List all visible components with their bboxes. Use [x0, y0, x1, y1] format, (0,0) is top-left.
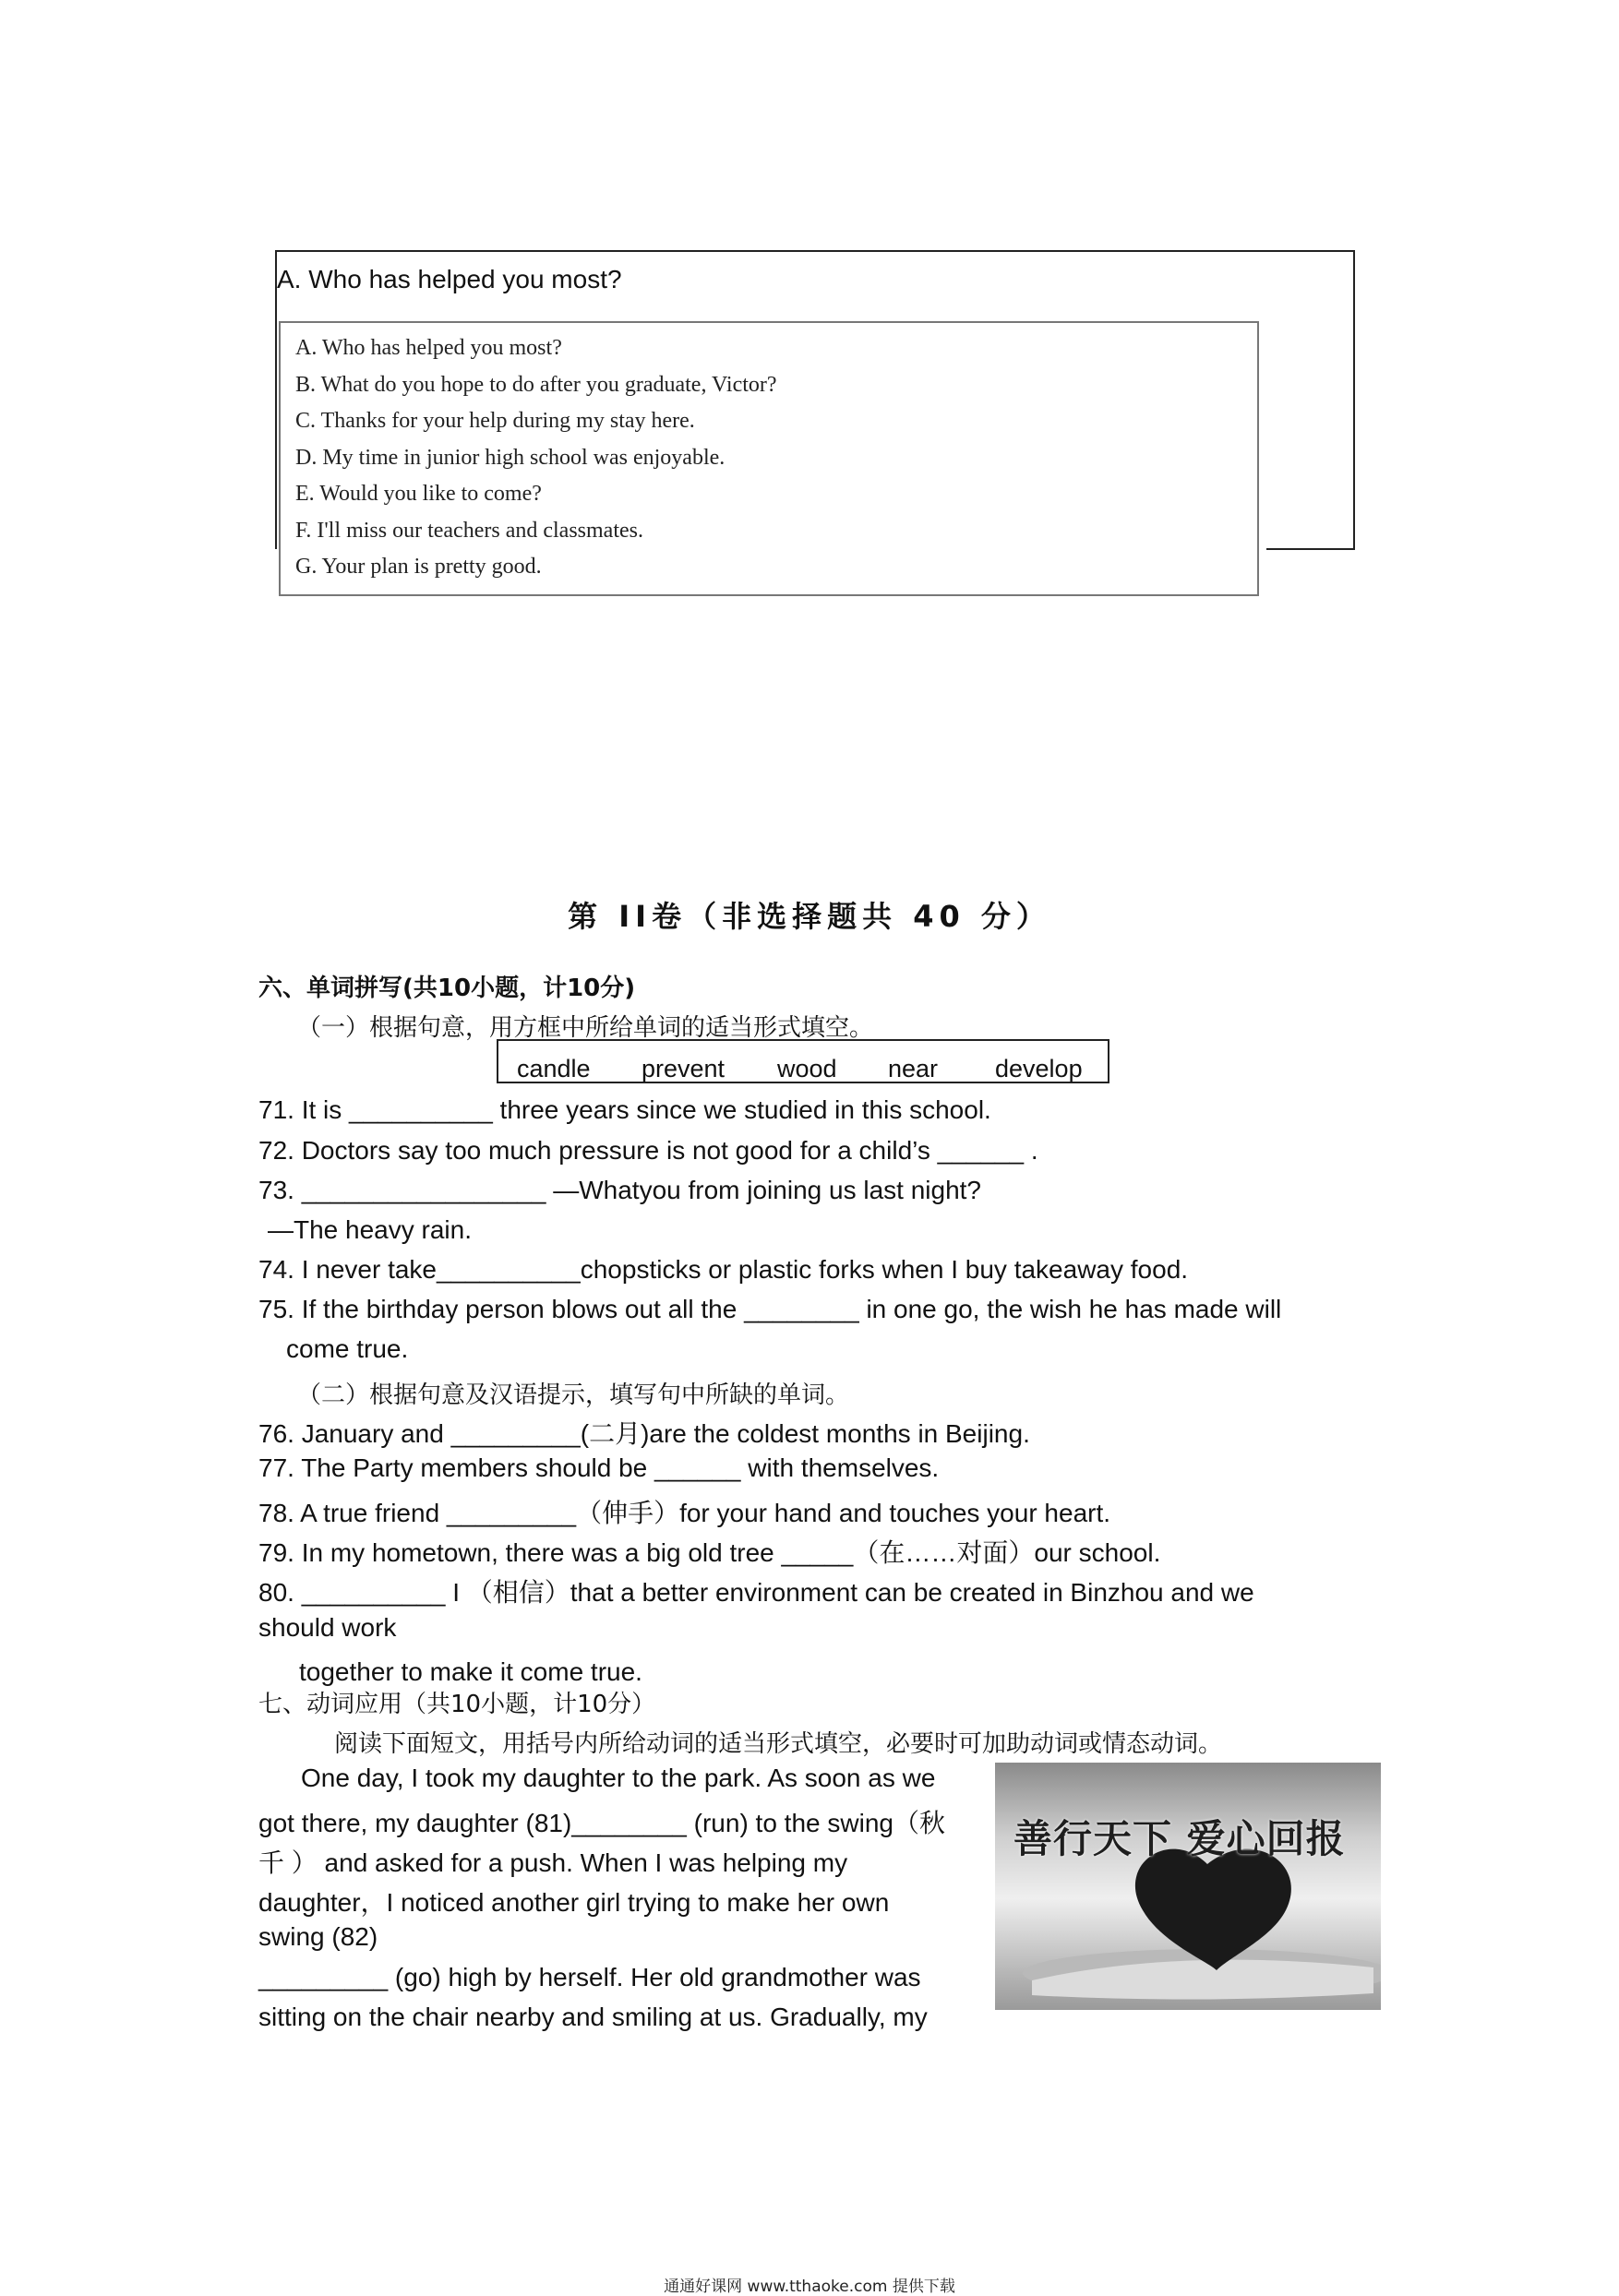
passage-line: got there, my daughter (81)________ (run) to the swing（秋: [258, 1809, 945, 1837]
option-f: F. I'll miss our teachers and classmates.: [295, 519, 643, 543]
section7-title: 七、动词应用（共10小题，计10分）: [258, 1691, 656, 1718]
footer-source: 通通好课网 www.tthaoke.com 提供下载: [664, 2278, 955, 2296]
section6-title: 六、单词拼写(共10小题，计10分): [258, 975, 636, 1002]
option-b: B. What do you hope to do after you graduate, Victor?: [295, 373, 777, 397]
heart-in-hands-illustration: [995, 1763, 1381, 2010]
passage-line: _________ (go) high by herself. Her old grandmother was: [258, 1963, 921, 1991]
question-71: 71. It is __________ three years since we studied in this school.: [258, 1095, 991, 1124]
question-80-cont: should work: [258, 1613, 397, 1642]
question-80-cont2: together to make it come true.: [299, 1657, 642, 1686]
word-bank-item: prevent: [642, 1055, 726, 1082]
question-80: 80. __________ I （相信）that a better environment can be created in Binzhou and we: [258, 1578, 1254, 1607]
section6-sub1-instruction: （一）根据句意，用方框中所给单词的适当形式填空。: [297, 1014, 874, 1042]
passage-line: daughter，I noticed another girl trying to make her own: [258, 1888, 890, 1917]
question-79: 79. In my hometown, there was a big old tree _____（在……对面）our school.: [258, 1538, 1161, 1567]
section7-instruction: 阅读下面短文，用括号内所给动词的适当形式填空，必要时可加助动词或情态动词。: [334, 1730, 1223, 1758]
question-78: 78. A true friend _________（伸手）for your hand and touches your heart.: [258, 1499, 1111, 1527]
option-g: G. Your plan is pretty good.: [295, 555, 542, 579]
passage-line: swing (82): [258, 1922, 378, 1951]
passage-line: 千 ） and asked for a push. When I was helping my: [258, 1848, 848, 1877]
question-73: 73. _________________ —Whatyou from joining us last night?: [258, 1176, 981, 1204]
word-bank-item: near: [888, 1055, 939, 1082]
selected-option-a: A. Who has helped you most?: [277, 265, 622, 293]
question-76: 76. January and _________(二月)are the coldest months in Beijing.: [258, 1419, 1030, 1448]
word-bank-item: wood: [777, 1055, 837, 1082]
part2-title: 第 II卷（非选择题共 40 分）: [568, 899, 1051, 934]
section6-sub2-instruction: （二）根据句意及汉语提示，填写句中所缺的单词。: [297, 1381, 850, 1409]
option-c: C. Thanks for your help during my stay here.: [295, 409, 695, 433]
question-74: 74. I never take__________chopsticks or plastic forks when I buy takeaway food.: [258, 1255, 1189, 1284]
question-frame-bottom-line: [1266, 548, 1355, 550]
picture-caption: 善行天下 爱心回报: [1013, 1816, 1346, 1861]
question-73-answer: —The heavy rain.: [268, 1215, 472, 1244]
question-75-cont: come true.: [286, 1334, 409, 1363]
option-d: D. My time in junior high school was enjoyable.: [295, 446, 726, 470]
passage-line: sitting on the chair nearby and smiling at us. Gradually, my: [258, 2003, 928, 2031]
charity-picture: [995, 1763, 1381, 2010]
question-72: 72. Doctors say too much pressure is not good for a child’s ______ .: [258, 1136, 1038, 1165]
passage-line: One day, I took my daughter to the park. As soon as we: [301, 1764, 936, 1792]
question-77: 77. The Party members should be ______ with themselves.: [258, 1453, 940, 1482]
word-bank-item: candle: [517, 1055, 591, 1082]
option-e: E. Would you like to come?: [295, 482, 542, 506]
question-75: 75. If the birthday person blows out all the ________ in one go, the wish he has made will: [258, 1295, 1282, 1323]
option-a: A. Who has helped you most?: [295, 336, 562, 360]
word-bank-item: develop: [995, 1055, 1083, 1082]
